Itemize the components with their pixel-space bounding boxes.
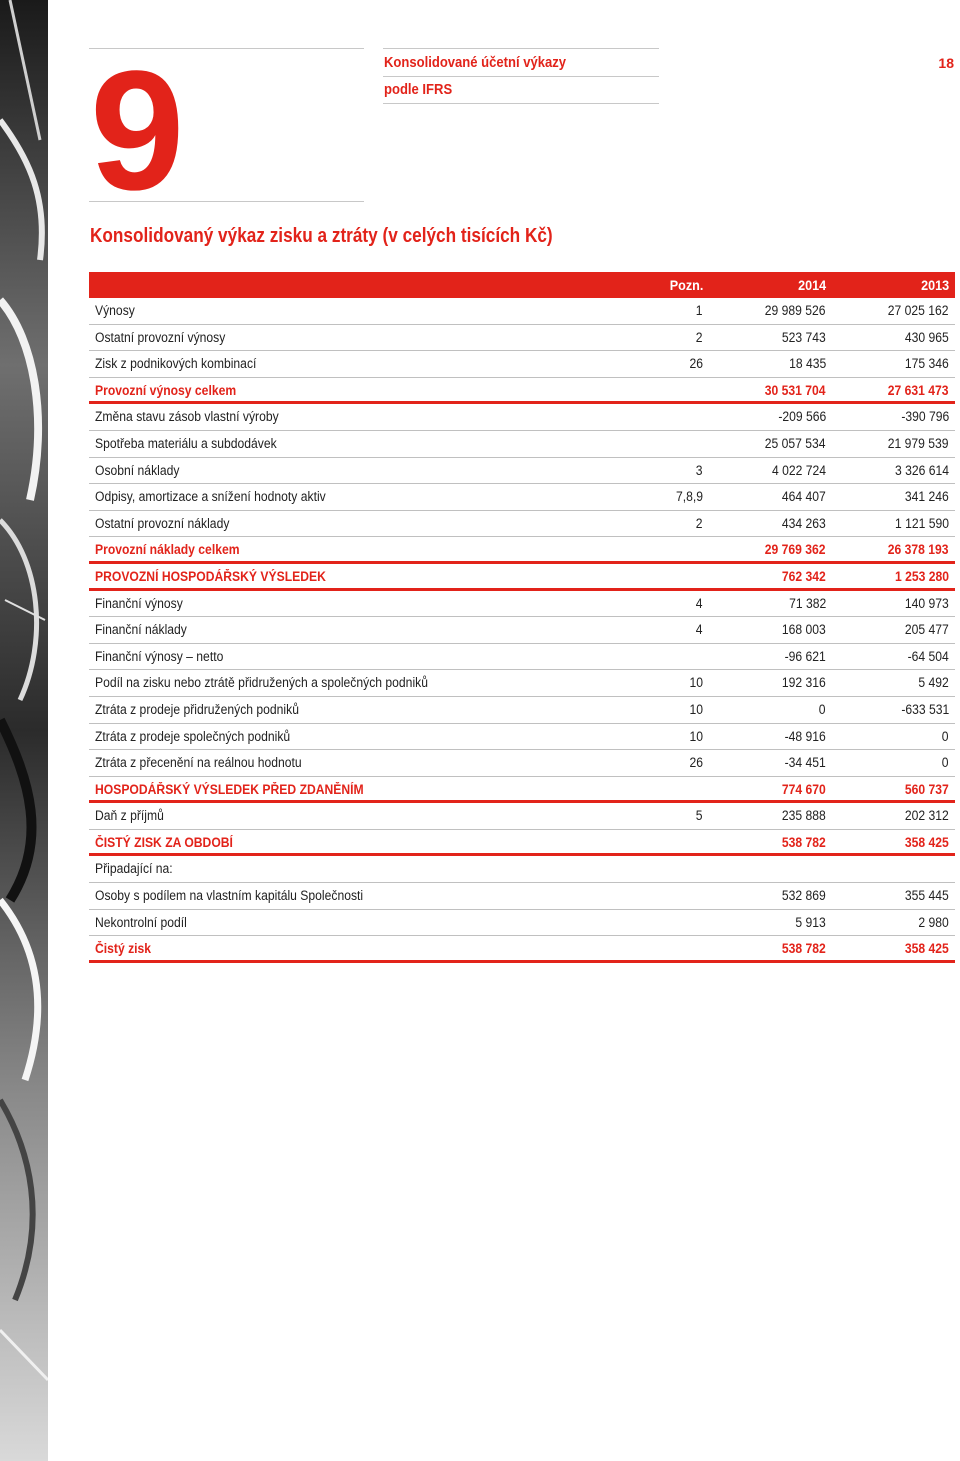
row-label: Výnosy [95, 303, 135, 318]
row-label: Připadající na: [95, 861, 173, 877]
table-row [89, 564, 955, 591]
row-value-2014: 774 670 [782, 781, 826, 797]
row-value-2014: 464 407 [782, 489, 826, 505]
row-value-2014: 538 782 [782, 834, 826, 850]
row-label: Nekontrolní podíl [95, 914, 187, 930]
row-value-2013: 0 [942, 728, 949, 744]
row-value-2014: 25 057 534 [765, 435, 826, 451]
row-label: Podíl na zisku nebo ztrátě přidružených a společných podniků [95, 675, 428, 691]
row-value-2014: 532 869 [782, 888, 826, 904]
row-value-2014: 192 316 [782, 675, 826, 691]
row-value-2014: 29 769 362 [765, 542, 826, 558]
row-value-2014: 538 782 [782, 941, 826, 957]
row-value-2013: 2 980 [918, 914, 949, 930]
row-value-2014: 235 888 [782, 808, 826, 824]
table-body [89, 298, 955, 963]
row-value-2014: 4 022 724 [771, 462, 826, 478]
table-row [89, 856, 955, 883]
row-value-2013: 205 477 [905, 622, 949, 638]
row-value-2013: 358 425 [905, 834, 949, 850]
table-row [89, 511, 955, 538]
row-label: PROVOZNÍ HOSPODÁŘSKÝ VÝSLEDEK [95, 568, 326, 584]
row-note: 3 [696, 462, 703, 478]
row-value-2013: 1 121 590 [894, 515, 949, 531]
table-row [89, 936, 955, 963]
table-row [89, 298, 955, 325]
row-value-2013: 358 425 [905, 941, 949, 957]
row-note: 10 [689, 675, 703, 691]
table-row [89, 750, 955, 777]
row-label: HOSPODÁŘSKÝ VÝSLEDEK PŘED ZDANĚNÍM [95, 781, 364, 797]
table-row [89, 431, 955, 458]
row-value-2014: 762 342 [782, 568, 826, 584]
row-value-2013: 430 965 [905, 329, 949, 345]
row-label: Ztráta z přecenění na reálnou hodnotu [95, 755, 302, 771]
row-value-2014: -34 451 [784, 755, 826, 771]
chapter-title-line-1: Konsolidované účetní výkazy [384, 55, 567, 71]
table-row [89, 777, 955, 804]
row-label: Finanční výnosy – netto [95, 648, 224, 664]
row-note: 4 [696, 622, 703, 638]
architecture-photo [0, 0, 48, 1461]
row-value-2013: 355 445 [905, 888, 949, 904]
table-row [89, 803, 955, 830]
row-label: Zisk z podnikových kombinací [95, 356, 257, 372]
row-value-2013: 3 326 614 [894, 462, 949, 478]
row-note: 26 [689, 356, 703, 372]
table-row [89, 724, 955, 751]
row-label: Osoby s podílem na vlastním kapitálu Společnosti [95, 888, 364, 904]
table-row [89, 404, 955, 431]
row-value-2013: 140 973 [905, 595, 949, 611]
table-row [89, 830, 955, 857]
chapter-title-line-2: podle IFRS [384, 82, 453, 98]
table-row [89, 591, 955, 618]
row-value-2014: -209 566 [778, 409, 826, 425]
row-note: 2 [696, 329, 703, 345]
row-value-2014: 29 989 526 [765, 303, 826, 318]
row-value-2013: -64 504 [907, 648, 949, 664]
title-rule-middle [383, 76, 659, 77]
row-value-2014: 168 003 [782, 622, 826, 638]
row-label: Osobní náklady [95, 462, 180, 478]
row-note: 5 [696, 808, 703, 824]
row-note: 10 [689, 701, 703, 717]
row-label: Spotřeba materiálu a subdodávek [95, 435, 277, 451]
row-label: Změna stavu zásob vlastní výroby [95, 409, 279, 425]
row-note: 7,8,9 [675, 489, 703, 505]
table-row [89, 458, 955, 485]
row-value-2014: 71 382 [788, 595, 826, 611]
row-value-2014: 0 [819, 701, 826, 717]
table-header-row [89, 272, 955, 298]
row-label: Provozní výnosy celkem [95, 382, 237, 398]
row-label: Čistý zisk [95, 941, 152, 957]
row-value-2013: -633 531 [901, 701, 949, 717]
row-value-2013: 27 025 162 [888, 303, 949, 318]
row-label: Ztráta z prodeje přidružených podniků [95, 701, 299, 717]
row-value-2014: 523 743 [782, 329, 826, 345]
table-row [89, 484, 955, 511]
table-row [89, 325, 955, 352]
page-number: 18 [938, 55, 954, 71]
row-value-2013: 5 492 [918, 675, 949, 691]
table-row [89, 670, 955, 697]
header-note: Pozn. [669, 277, 703, 293]
table-row [89, 378, 955, 405]
title-rule-top [383, 48, 659, 49]
row-value-2014: 30 531 704 [765, 382, 826, 398]
income-statement-table [89, 272, 955, 963]
row-value-2013: 202 312 [905, 808, 949, 824]
row-value-2013: 21 979 539 [888, 435, 949, 451]
table-row [89, 537, 955, 564]
row-note: 26 [689, 755, 703, 771]
table-row [89, 697, 955, 724]
table-row [89, 883, 955, 910]
row-value-2013: -390 796 [901, 409, 949, 425]
header-year-2014: 2014 [797, 277, 826, 293]
chapter-number: 9 [90, 36, 181, 226]
row-value-2013: 0 [942, 755, 949, 771]
row-value-2013: 1 253 280 [894, 568, 949, 584]
decorative-photo-strip [0, 0, 48, 1461]
row-note: 1 [696, 303, 703, 318]
row-value-2013: 27 631 473 [888, 382, 949, 398]
row-value-2013: 560 737 [905, 781, 949, 797]
row-value-2013: 341 246 [905, 489, 949, 505]
table-row [89, 617, 955, 644]
row-value-2014: 18 435 [788, 356, 826, 372]
row-value-2013: 26 378 193 [888, 542, 949, 558]
row-label: Provozní náklady celkem [95, 542, 240, 558]
table-row [89, 351, 955, 378]
row-label: Ostatní provozní výnosy [95, 329, 226, 345]
table-row [89, 910, 955, 937]
row-label: Finanční výnosy [95, 595, 183, 611]
row-value-2014: -96 621 [784, 648, 826, 664]
row-value-2014: 434 263 [782, 515, 826, 531]
title-rule-bottom [383, 103, 659, 104]
row-note: 2 [696, 515, 703, 531]
table-row [89, 644, 955, 671]
report-title: Konsolidovaný výkaz zisku a ztráty (v celých tisících Kč) [90, 225, 553, 247]
row-label: Ostatní provozní náklady [95, 515, 230, 531]
row-label: Ztráta z prodeje společných podniků [95, 728, 291, 744]
row-value-2014: 5 913 [795, 914, 826, 930]
row-label: Finanční náklady [95, 622, 187, 638]
row-note: 10 [689, 728, 703, 744]
row-label: ČISTÝ ZISK ZA OBDOBÍ [95, 834, 233, 850]
row-value-2013: 175 346 [905, 356, 949, 372]
row-value-2014: -48 916 [784, 728, 826, 744]
row-label: Odpisy, amortizace a snížení hodnoty aktiv [95, 489, 326, 505]
row-label: Daň z příjmů [95, 808, 164, 824]
row-note: 4 [696, 595, 703, 611]
header-year-2013: 2013 [920, 277, 949, 293]
